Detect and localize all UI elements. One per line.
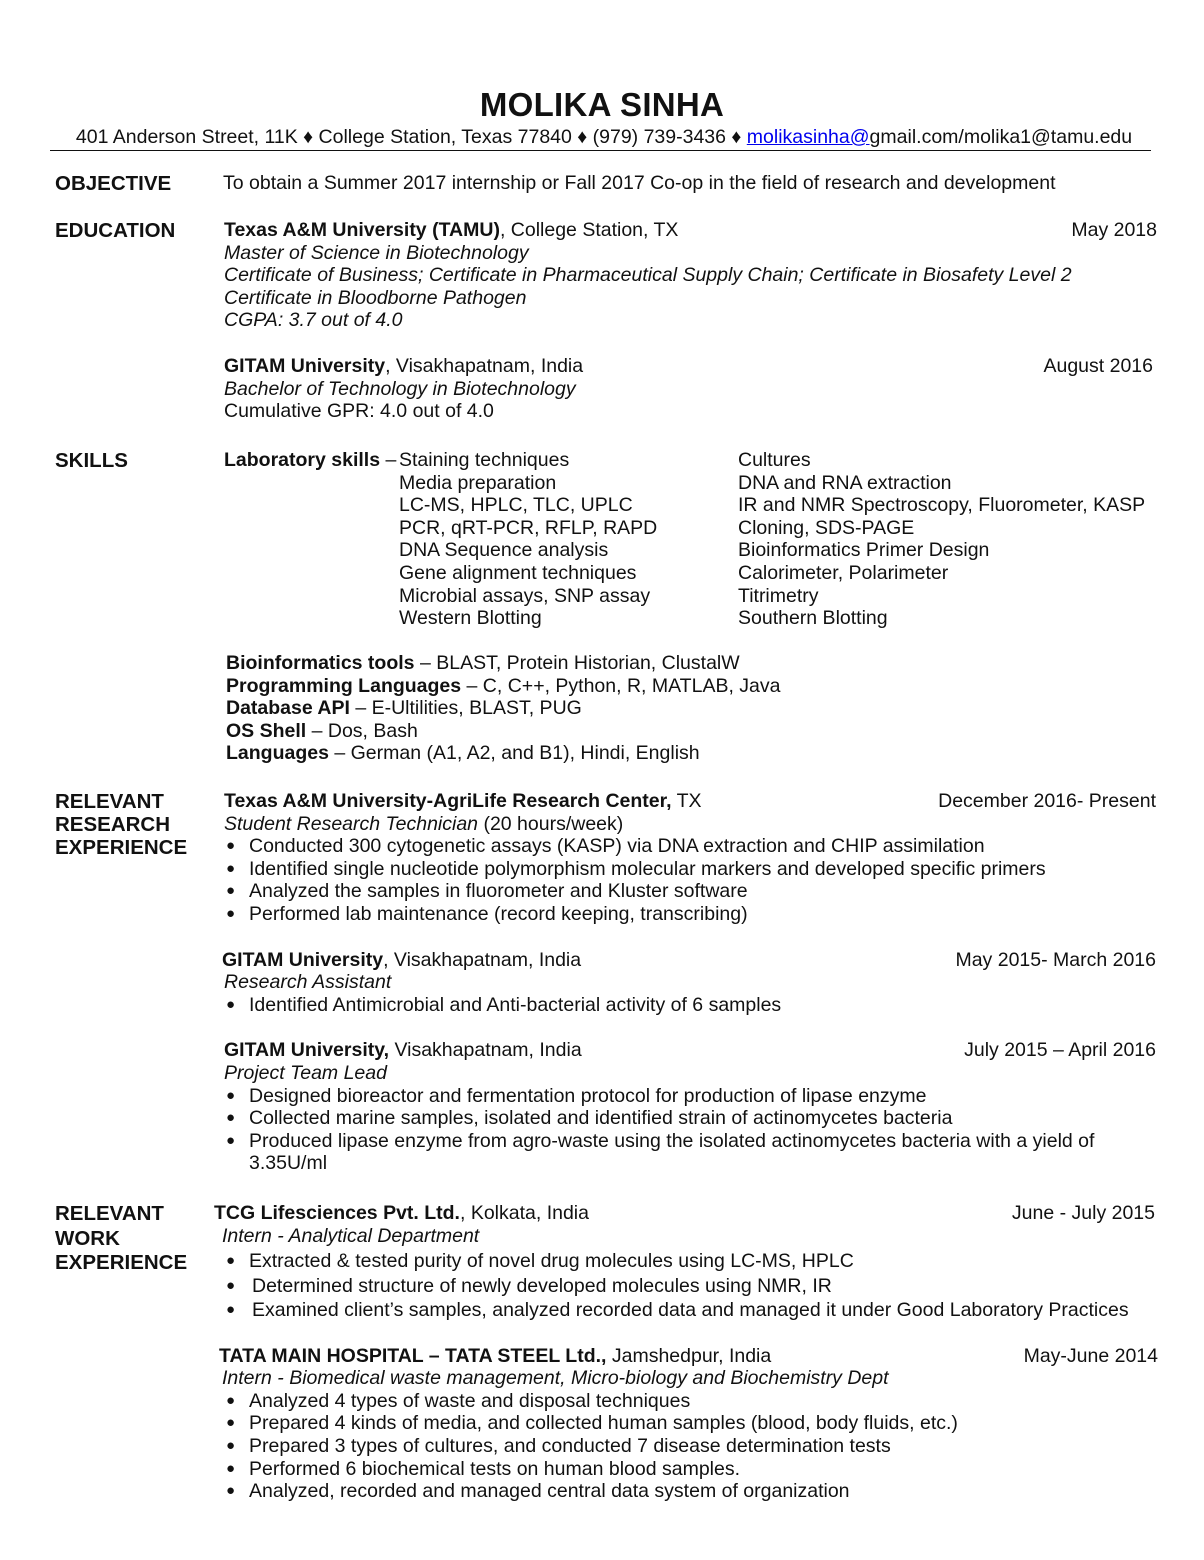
list-item: ● Identified Antimicrobial and Anti-bacterial activity of 6 samples bbox=[226, 993, 782, 1016]
bullet-icon: ● bbox=[226, 1391, 236, 1409]
skill-row: OS Shell – Dos, Bash bbox=[226, 719, 418, 742]
list-item: ● Produced lipase enzyme from agro-waste using the isolated actinomycetes bacteria with a yield of 3.35U/ml bbox=[226, 1129, 1095, 1175]
email-link[interactable]: molikasinha@ bbox=[746, 126, 870, 148]
bullet-icon: ● bbox=[226, 904, 236, 922]
gpa-line: CGPA: 3.7 out of 4.0 bbox=[224, 309, 403, 332]
objective-title: OBJECTIVE bbox=[55, 172, 172, 195]
list-item: ● Designed bioreactor and fermentation protocol for production of lipase enzyme bbox=[226, 1084, 927, 1107]
list-item: ● Analyzed 4 types of waste and disposal techniques bbox=[226, 1389, 691, 1412]
bullet-icon: ● bbox=[226, 1109, 236, 1127]
education-entry-tamu bbox=[224, 219, 1157, 242]
skill-item: Calorimeter, Polarimeter bbox=[738, 561, 949, 584]
education-date: May 2018 bbox=[1071, 219, 1157, 241]
skill-row: Database API – E-Ultilities, BLAST, PUG bbox=[226, 697, 582, 720]
skills-title: SKILLS bbox=[55, 449, 128, 472]
org-name: Texas A&M University-AgriLife Research Center, bbox=[224, 790, 672, 812]
certificate-line: Certificate in Bloodborne Pathogen bbox=[224, 286, 527, 309]
list-item: ● Analyzed the samples in fluorometer and Kluster software bbox=[226, 880, 748, 903]
lab-skills: Laboratory skills – Staining techniques Media preparation LC-MS, HPLC, TLC, UPLC PCR, qRT-PCR, RFLP, RAPD DNA Sequence analysis Gene alignment techniques Microbial assays, SNP assay Western Blotting Cultures DNA and RNA extraction IR and NMR Spectroscopy, Fluorometer, KASP Cloning, SDS-PAGE Bioinformatics Primer Design Calorimeter, Polarimeter Titrimetry Southern Blotting bbox=[224, 449, 1146, 630]
list-item: ● Conducted 300 cytogenetic assays (KASP) via DNA extraction and CHIP assimilation bbox=[226, 835, 985, 858]
gpa-line: Cumulative GPR: 4.0 out of 4.0 bbox=[224, 400, 494, 423]
entry-date: May-June 2014 bbox=[1023, 1344, 1158, 1367]
bullet-icon: ● bbox=[226, 859, 236, 877]
bullet-icon: ● bbox=[226, 1301, 236, 1319]
role-line: Student Research Technician (20 hours/week) bbox=[224, 812, 624, 835]
bullet-icon: ● bbox=[226, 1414, 236, 1432]
school-name: Texas A&M University (TAMU) bbox=[224, 219, 500, 241]
skill-item: Cultures bbox=[738, 449, 811, 471]
work-entry-tata bbox=[219, 1345, 1158, 1368]
candidate-name: MOLIKA SINHA bbox=[479, 86, 725, 123]
org-name: TATA MAIN HOSPITAL – TATA STEEL Ltd., bbox=[219, 1344, 607, 1367]
org-location: TX bbox=[671, 790, 702, 812]
entry-date: June - July 2015 bbox=[1011, 1202, 1155, 1224]
bullet-icon: ● bbox=[226, 1482, 236, 1500]
contact-address-phone: 401 Anderson Street, 11K ♦ College Station, Texas 77840 ♦ (979) 739-3436 ♦ bbox=[75, 126, 747, 148]
list-item: ● Examined client’s samples, analyzed recorded data and managed it under Good Laboratory Practices bbox=[226, 1299, 1129, 1322]
skill-item: LC-MS, HPLC, TLC, UPLC bbox=[399, 494, 633, 517]
org-name: TCG Lifesciences Pvt. Ltd. bbox=[214, 1202, 460, 1224]
skill-item: IR and NMR Spectroscopy, Fluorometer, KASP bbox=[738, 494, 1146, 517]
bullet-icon: ● bbox=[226, 1436, 236, 1454]
role-line: Intern - Biomedical waste management, Micro-biology and Biochemistry Dept bbox=[222, 1367, 889, 1390]
bullet-list bbox=[224, 835, 1156, 925]
skill-item: Gene alignment techniques bbox=[399, 561, 637, 584]
org-location: Jamshedpur, India bbox=[606, 1344, 772, 1367]
skill-row: Programming Languages – C, C++, Python, R, MATLAB, Java bbox=[226, 674, 781, 697]
list-item: ● Collected marine samples, isolated and identified strain of actinomycetes bacteria bbox=[226, 1107, 953, 1130]
list-item: ● Performed 6 biochemical tests on human blood samples. bbox=[226, 1457, 741, 1480]
list-item: ● Prepared 4 kinds of media, and collected human samples (blood, body fluids, etc.) bbox=[226, 1412, 958, 1435]
school-location: , Visakhapatnam, India bbox=[385, 354, 584, 377]
skill-item: Western Blotting bbox=[399, 607, 542, 630]
bullet-icon: ● bbox=[226, 882, 236, 900]
research-entry-agrilife bbox=[224, 790, 1156, 813]
org-location: , Kolkata, India bbox=[459, 1202, 589, 1224]
contact-line bbox=[54, 125, 1154, 149]
bullet-icon: ● bbox=[226, 995, 236, 1013]
skill-row: Bioinformatics tools – BLAST, Protein Historian, ClustalW bbox=[226, 652, 740, 674]
work-entry-tcg bbox=[214, 1202, 1155, 1225]
bullet-icon: ● bbox=[226, 1131, 236, 1149]
list-item: ● Performed lab maintenance (record keeping, transcribing) bbox=[226, 902, 748, 925]
lab-skills-col-2 bbox=[738, 449, 1145, 630]
contact-email-rest: gmail.com/molika1@tamu.edu bbox=[869, 126, 1133, 148]
bullet-list bbox=[224, 1085, 1156, 1175]
org-location: , Visakhapatnam, India bbox=[383, 948, 582, 971]
skill-item: Staining techniques bbox=[399, 449, 570, 471]
entry-date: July 2015 – April 2016 bbox=[964, 1039, 1156, 1062]
bullet-icon: ● bbox=[226, 1252, 236, 1270]
bullet-icon: ● bbox=[226, 837, 236, 855]
certificate-line: Certificate of Business; Certificate in Pharmaceutical Supply Chain; Certificate in Biosafety Level 2 bbox=[224, 264, 1072, 287]
degree-line: Master of Science in Biotechnology bbox=[224, 241, 529, 264]
list-item: ● Analyzed, recorded and managed central data system of organization bbox=[226, 1480, 850, 1503]
header-divider bbox=[50, 150, 1151, 151]
skill-item: DNA Sequence analysis bbox=[399, 539, 609, 562]
bullet-icon: ● bbox=[226, 1459, 236, 1477]
research-entry-gitam-ra bbox=[222, 949, 1156, 972]
research-entry-gitam-lead bbox=[224, 1039, 1156, 1062]
education-date: August 2016 bbox=[1043, 354, 1153, 377]
bullet-list bbox=[224, 1249, 1155, 1323]
education-entry-gitam bbox=[224, 355, 1157, 378]
lab-skills-label: Laboratory skills bbox=[224, 449, 381, 471]
entry-date: May 2015- March 2016 bbox=[955, 948, 1156, 971]
bullet-icon: ● bbox=[226, 1276, 236, 1294]
org-name: GITAM University bbox=[222, 948, 384, 971]
org-name: GITAM University, bbox=[224, 1039, 390, 1062]
skill-item: Titrimetry bbox=[738, 584, 819, 607]
school-name: GITAM University bbox=[224, 354, 386, 377]
skill-item: Bioinformatics Primer Design bbox=[738, 539, 990, 562]
bullet-list bbox=[224, 994, 1156, 1017]
role-line: Intern - Analytical Department bbox=[222, 1224, 480, 1247]
skill-item: PCR, qRT-PCR, RFLP, RAPD bbox=[399, 516, 658, 539]
list-item: ● Extracted & tested purity of novel drug molecules using LC-MS, HPLC bbox=[226, 1250, 854, 1273]
objective-text: To obtain a Summer 2017 internship or Fall 2017 Co-op in the field of research and development bbox=[223, 172, 1056, 194]
lab-skills-col-1 bbox=[399, 449, 657, 630]
skill-item: Cloning, SDS-PAGE bbox=[738, 516, 915, 539]
work-title: RELEVANT WORK EXPERIENCE bbox=[55, 1202, 188, 1274]
org-location: Visakhapatnam, India bbox=[389, 1039, 582, 1062]
list-item: ● Determined structure of newly developed molecules using NMR, IR bbox=[226, 1274, 832, 1297]
list-item: ● Prepared 3 types of cultures, and conducted 7 disease determination tests bbox=[226, 1434, 891, 1457]
skill-item: Media preparation bbox=[399, 471, 557, 494]
role-line: Project Team Lead bbox=[224, 1061, 387, 1084]
list-item: ● Identified single nucleotide polymorphism molecular markers and developed specific primers bbox=[226, 857, 1046, 880]
skill-item: Southern Blotting bbox=[738, 607, 888, 630]
school-location: , College Station, TX bbox=[499, 219, 679, 241]
other-skills bbox=[224, 652, 1159, 765]
skill-row: Languages – German (A1, A2, and B1), Hindi, English bbox=[226, 742, 700, 765]
entry-date: December 2016- Present bbox=[938, 790, 1156, 812]
degree-line: Bachelor of Technology in Biotechnology bbox=[224, 377, 576, 400]
skill-item: DNA and RNA extraction bbox=[738, 471, 952, 494]
research-title: RELEVANT RESEARCH EXPERIENCE bbox=[55, 790, 188, 859]
role-line: Research Assistant bbox=[224, 971, 392, 994]
skill-item: Microbial assays, SNP assay bbox=[399, 584, 651, 607]
bullet-list bbox=[224, 1390, 1155, 1503]
bullet-icon: ● bbox=[226, 1086, 236, 1104]
education-title: EDUCATION bbox=[55, 219, 176, 242]
